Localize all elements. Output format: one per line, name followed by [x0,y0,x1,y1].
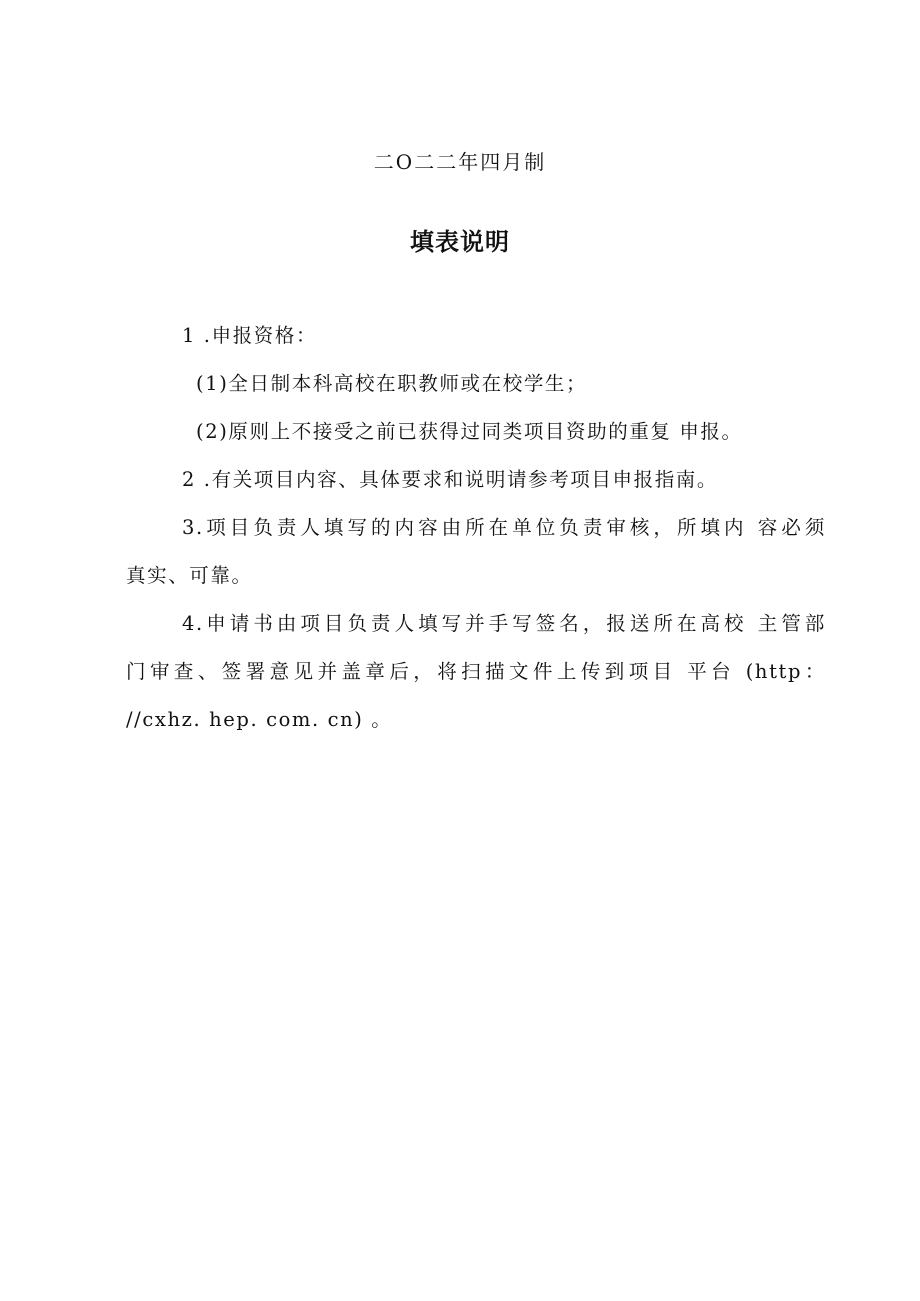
instruction-subitem-1: (1)全日制本科高校在职教师或在校学生； [196,372,588,395]
date-line: 二O二二年四月制 [373,150,547,174]
instruction-item-2: 2 .有关项目内容、具体要求和说明请参考项目申报指南。 [182,468,719,491]
instruction-item-3-line-1: 3.项目负责人填写的内容由所在单位负责审核，所填内 容必须 [182,516,826,539]
page-title: 填表说明 [410,228,510,256]
instructions-body [126,312,826,744]
instruction-item-4-line-3: //cxhz. hep. com. cn) 。 [126,708,393,731]
instruction-item-4-line-2: 门审查、签署意见并盖章后，将扫描文件上传到项目 平台 (http： [126,660,826,683]
instruction-item-4-line-1: 4.申请书由项目负责人填写并手写签名，报送所在高校 主管部 [182,612,826,635]
instruction-subitem-2: (2)原则上不接受之前已获得过同类项目资助的重复 申报。 [196,420,743,443]
instruction-item-1: 1 .申报资格： [182,324,318,347]
instruction-item-3-line-2: 真实、可靠。 [126,564,253,587]
